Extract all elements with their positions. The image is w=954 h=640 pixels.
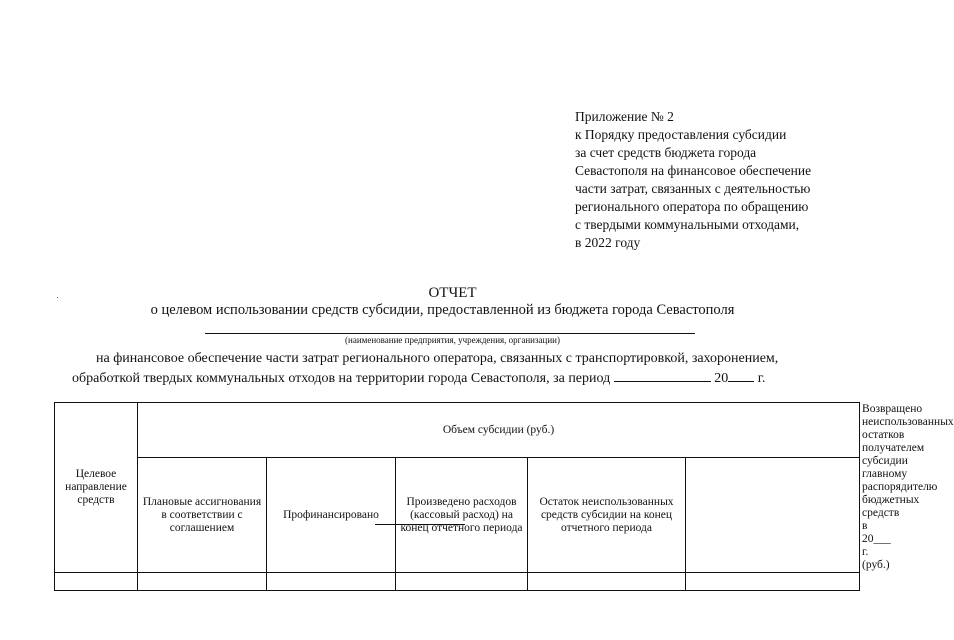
appendix-line: Приложение № 2 xyxy=(575,109,674,124)
header-spent: Произведено расходов (кассовый расход) на конец отчетного периода xyxy=(396,458,528,573)
report-title: ОТЧЕТ xyxy=(428,285,477,301)
table-cell xyxy=(267,573,396,591)
report-subtitle: о целевом использовании средств субсидии, предоставленной из бюджета города Севастополя xyxy=(150,302,735,318)
table-cell xyxy=(686,573,860,591)
table-cell xyxy=(138,573,267,591)
organization-caption: (наименование предприятия, учреждения, организации) xyxy=(345,335,560,345)
period-blank xyxy=(614,369,711,382)
purpose-line-2-text: обработкой твердых коммунальных отходов на территории города Севастополя, за период xyxy=(72,371,611,386)
table-cell xyxy=(55,573,138,591)
appendix-line: в 2022 году xyxy=(575,235,641,250)
year-blank xyxy=(728,369,754,382)
appendix-line: с твердыми коммунальными отходами, xyxy=(575,217,800,232)
header-purpose: Целевое направление средств xyxy=(55,403,138,573)
appendix-line: части затрат, связанных с деятельностью xyxy=(575,181,811,196)
organization-name-blank xyxy=(205,333,695,334)
appendix-line: к Порядку предоставления субсидии xyxy=(575,127,787,142)
appendix-block xyxy=(575,108,875,252)
appendix-line: за счет средств бюджета города xyxy=(575,145,757,160)
purpose-line-2 xyxy=(72,369,765,387)
table-row xyxy=(55,573,860,591)
header-financed: Профинансировано xyxy=(267,458,396,573)
signature-line xyxy=(375,524,465,525)
purpose-line-1: на финансовое обеспечение части затрат регионального оператора, связанных с транспортировкой, захоронением, xyxy=(96,351,779,366)
table-cell xyxy=(396,573,528,591)
appendix-line: Севастополя на финансовое обеспечение xyxy=(575,163,812,178)
year-suffix: г. xyxy=(757,371,766,386)
year-prefix: 20 xyxy=(714,371,729,386)
report-table: Целевое направление средств Объем субсидии (руб.) Возвращено неиспользованных остатков получателем субсидии главному распорядителю бюджетных средств в 20___ г. (руб.) Плановые ассигнования в соответствии с соглашением Профинансировано Произведено расходов (кассовый расход) на конец отчетного периода Остаток неиспользованных средств субсидии на конец отчетного периода xyxy=(54,402,860,591)
header-planned: Плановые ассигнования в соответствии с соглашением xyxy=(138,458,267,573)
header-subsidy-volume: Объем субсидии (руб.) xyxy=(138,403,860,458)
table-cell xyxy=(528,573,686,591)
header-balance: Остаток неиспользованных средств субсидии на конец отчетного периода xyxy=(528,458,686,573)
appendix-line: регионального оператора по обращению xyxy=(575,199,809,214)
